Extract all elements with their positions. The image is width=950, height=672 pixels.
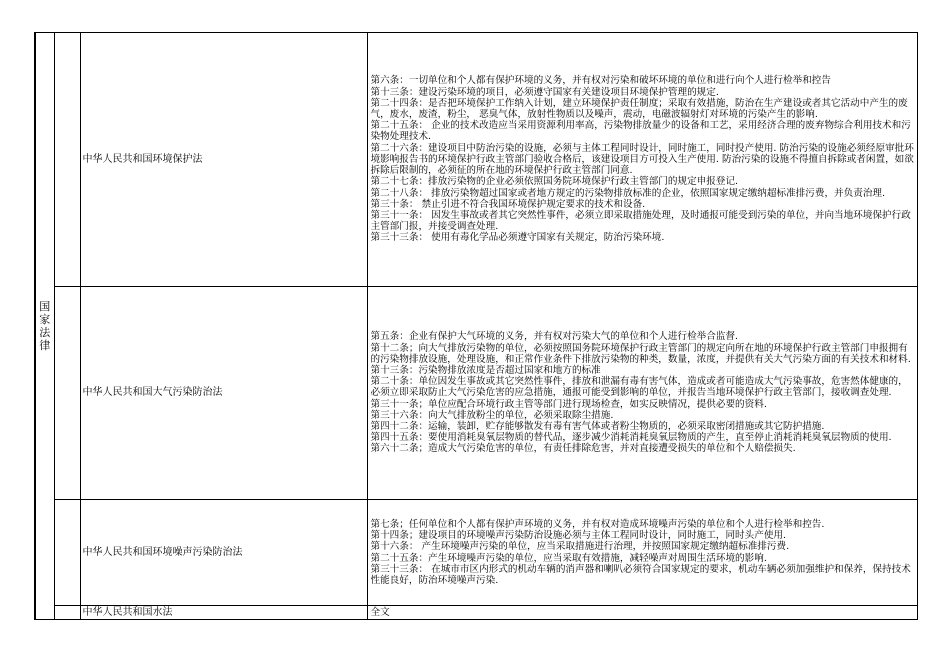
article-text: 第十三条：污染物排放浓度是否超过国家和地方的标准 <box>370 364 601 376</box>
blank-cell <box>54 500 80 606</box>
article-text: 第二十五条：产生环境噪声污染的单位，应当采取有效措施，减轻噪声对周围生活环境的影响. <box>370 552 767 564</box>
blank-cell <box>54 606 80 620</box>
article-text: 第五条：企业有保护大气环境的义务，并有权对污染大气的单位和个人进行检举合监督. <box>370 331 739 343</box>
article-text: 第三十一条；单位应配合环境行政主管等部门进行现场检查，如实反映情况，提供必要的资料. <box>370 398 767 410</box>
law-name-cell <box>80 500 367 606</box>
articles-cell <box>367 287 917 500</box>
law-name: 中华人民共和国环境噪声污染防治法 <box>82 546 243 558</box>
article-text: 第六十二条；造成大气污染危害的单位，有责任排除危害，并对直接遭受损失的单位和个人赔偿损失. <box>370 443 796 455</box>
article-text: 第三十三条： 使用有毒化学品必须遵守国家有关规定，防治污染环境. <box>370 232 665 244</box>
law-name: 中华人民共和国水法 <box>82 606 173 618</box>
table-row <box>35 33 917 287</box>
law-name: 中华人民共和国大气污染防治法 <box>82 387 223 398</box>
article-text: 第三十三条： 在城市市区内形式的机动车辆的消声器和喇叭必须符合国家规定的要求，机动车辆必须加强维护和保养，保持技术性能良好，防治环境噪声污染. <box>370 563 911 586</box>
category-cell <box>35 33 54 620</box>
blank-cell <box>54 33 80 287</box>
article-text: 第三十一条： 因发生事故或者其它突然性事件，必须立即采取措施处理，及时通报可能受到污染的单位，并向当地环境保护行政主管部门报，并接受调查处理. <box>370 209 911 233</box>
regulation-sheet <box>34 32 916 620</box>
article-text: 第三十条： 禁止引进不符合我国环境保护规定要求的技术和设备. <box>370 198 646 210</box>
table-row <box>35 287 917 500</box>
article-text: 第六条：一切单位和个人都有保护环境的义务，并有权对污染和破坏环境的单位和进行向个人进行检举和控告 <box>370 75 831 87</box>
article-text: 第二十七条：排放污染物的企业必须依照国务院环境保护行政主管部门的规定申报登记. <box>370 176 739 188</box>
table-row <box>35 606 917 620</box>
category-label: 国家法律 <box>39 300 51 352</box>
article-text: 第四十二条：运输，装卸，贮存能够散发有毒有害气体或者粉尘物质的，必须采取密闭措施或其它防护措施. <box>370 421 825 432</box>
article-text: 第十六条： 产生环境噪声污染的单位，应当采取措施进行治理，并按照国家规定缴纳超标准排污费. <box>370 541 790 553</box>
article-text: 第七条；任何单位和个人都有保护声环境的义务，并有权对造成环境噪声污染的单位和个人进行检举和控告. <box>370 518 825 530</box>
law-name: 中华人民共和国环境保护法 <box>82 153 203 165</box>
article-text: 第十四条；建设项目的环境噪声污染防治设施必须与主体工程同时设计，同时施工，同时头产使用. <box>370 530 787 542</box>
law-name-cell <box>80 287 367 500</box>
regulation-table <box>34 32 918 620</box>
article-text: 第十三条：建设污染环境的项目，必须遵守国家有关建设项目环境保护管理的规定. <box>370 86 719 98</box>
blank-cell <box>54 287 80 500</box>
article-text: 第十二条；向大气排放污染物的单位，必须按照国务院环境保护行政主管部门的规定向所在地的环境保护行政主管部门申报拥有的污染物排放设施，处理设施，和正常作业条件下排放污染物的种类，数量，浓度，并提供有关大气污染方面的有关技术和材料. <box>370 342 911 365</box>
article-text: 第二十六条：建设项目中防治污染的设施，必须与主体工程同时设计，同时施工，同时投产使用. 防治污染的设施必须经原审批环境影响报告书的环境保护行政主管部门验收合格后，该建设项目方可投入生产使用. 防治污染的设施不得擅自拆除或者闲置，如欲拆除后限制的，必须征的所在地的环境保护行政主管部门同意. <box>370 142 914 177</box>
article-text: 第二十八条： 排放污染物超过国家或者地方规定的污染物排放标准的企业，依照国家规定缴纳超标准排污费，并负责治理. <box>370 187 886 199</box>
article-text: 全文 <box>370 606 390 618</box>
table-row <box>35 500 917 606</box>
article-text: 第四十五条：要使用消耗臭氧层物质的替代品，逐步减少消耗消耗臭氧层物质的产生，直至停止消耗消耗臭氧层物质的使用. <box>370 432 892 444</box>
article-text: 第二十五条： 企业的技术改造应当采用资源利用率高，污染物排放量少的设备和工艺，采用经济合理的废弃物综合利用技术和污染物处理技术. <box>370 120 911 143</box>
article-text: 第三十六条：向大气排放粉尘的单位，必须采取除尘措施. <box>370 409 614 421</box>
article-text: 第二十条：单位因发生事故或其它突然性事件，排放和泄漏有毒有害气体，造成或者可能造成大气污染事故，危害然体健康的，必须立即采取防止大气污染危害的应急措施，通报可能受到影响的单位，并报告当地环境保护行政主管部门，接收调查处理. <box>370 376 908 399</box>
law-name-cell <box>80 606 367 620</box>
articles-cell <box>367 500 917 606</box>
article-text: 第二十四条：是否把环境保护工作纳入计划，建立环境保护责任制度；采取有效措施，防治在生产建设或者其它活动中产生的废气，废水，废渣，粉尘， 恶臭气体，放射性物质以及噪声，震动，电磁波辐射灯对环境的污染产生的影响. <box>370 97 908 121</box>
articles-cell <box>367 33 917 287</box>
law-name-cell <box>80 33 367 287</box>
articles-cell <box>367 606 917 620</box>
